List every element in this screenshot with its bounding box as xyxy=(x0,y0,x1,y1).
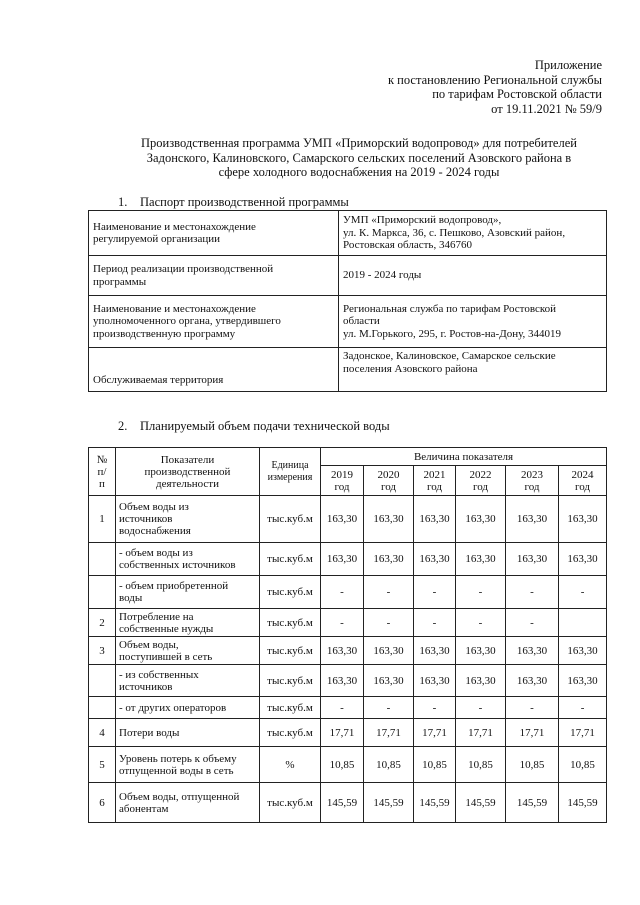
row-value: 17,71 xyxy=(506,719,559,747)
table-row xyxy=(89,256,607,296)
row-value: - xyxy=(506,697,559,719)
text-line: год xyxy=(334,480,350,493)
text-line: Потери воды xyxy=(119,726,180,739)
row-value xyxy=(559,609,607,637)
text-line: области xyxy=(343,315,380,328)
text-line: п xyxy=(99,477,105,490)
text-line: 2019 xyxy=(331,468,353,481)
row-value: 145,59 xyxy=(364,783,414,823)
appendix-line: к постановлению Региональной службы xyxy=(387,72,602,87)
header-year xyxy=(321,466,364,496)
row-value: 10,85 xyxy=(506,747,559,783)
row-unit: тыс.куб.м xyxy=(260,783,321,823)
row-value: 163,30 xyxy=(559,543,607,576)
text-line: измерения xyxy=(267,471,313,483)
row-indicator xyxy=(116,783,260,823)
row-value: 10,85 xyxy=(321,747,364,783)
text-line: водоснабжения xyxy=(119,525,191,537)
row-unit: тыс.куб.м xyxy=(260,609,321,637)
row-value: 17,71 xyxy=(364,719,414,747)
table-row xyxy=(89,576,607,609)
row-num: 1 xyxy=(89,496,116,543)
header-unit xyxy=(260,448,321,496)
row-indicator xyxy=(116,719,260,747)
passport-value xyxy=(339,348,607,392)
row-value: 163,30 xyxy=(321,496,364,543)
row-num xyxy=(89,697,116,719)
text-line: год xyxy=(380,480,397,493)
row-value: - xyxy=(364,576,414,609)
text-line: Задонское, Калиновское, Самарское сельские xyxy=(343,350,556,362)
text-line: год xyxy=(472,480,489,493)
text-line: абонентам xyxy=(119,802,169,815)
table-row xyxy=(89,348,607,392)
row-unit: тыс.куб.м xyxy=(260,697,321,719)
table-row xyxy=(89,747,607,783)
row-num: 3 xyxy=(89,637,116,665)
row-value: 163,30 xyxy=(456,637,506,665)
row-num xyxy=(89,665,116,697)
row-value: 163,30 xyxy=(506,496,559,543)
text-line: деятельности xyxy=(156,477,219,490)
table-row xyxy=(89,719,607,747)
row-value: - xyxy=(321,576,364,609)
row-num xyxy=(89,543,116,576)
row-value: 163,30 xyxy=(506,637,559,665)
text-line: 2023 xyxy=(521,468,543,481)
text-line: 2024 xyxy=(571,468,594,481)
row-indicator xyxy=(116,747,260,783)
row-value: 163,30 xyxy=(414,665,456,697)
row-value: 163,30 xyxy=(414,637,456,665)
table-row xyxy=(89,543,607,576)
text-line: год xyxy=(575,480,591,493)
row-indicator xyxy=(116,496,260,543)
row-num: 2 xyxy=(89,609,116,637)
row-value: - xyxy=(506,609,559,637)
row-value: 145,59 xyxy=(559,783,607,823)
header-year xyxy=(456,466,506,496)
text-line: Показатели xyxy=(160,453,215,466)
row-value: - xyxy=(321,609,364,637)
row-value: 17,71 xyxy=(414,719,456,747)
row-value: 145,59 xyxy=(321,783,364,823)
section-1-heading xyxy=(118,195,349,209)
row-value: - xyxy=(506,576,559,609)
document-title xyxy=(118,136,600,180)
row-value: 163,30 xyxy=(414,496,456,543)
section-2-heading xyxy=(118,419,390,433)
text-line: отпущенной воды в сеть xyxy=(119,764,234,777)
row-num: 5 xyxy=(89,747,116,783)
text-line: Объем воды, xyxy=(119,638,179,651)
text-line: - от других операторов xyxy=(119,701,227,714)
passport-table xyxy=(88,210,607,392)
row-value: - xyxy=(364,609,414,637)
row-value: 163,30 xyxy=(559,496,607,543)
row-value: 163,30 xyxy=(559,665,607,697)
row-num xyxy=(89,576,116,609)
row-indicator xyxy=(116,576,260,609)
passport-value xyxy=(339,256,607,296)
table-row xyxy=(89,637,607,665)
row-value: 163,30 xyxy=(456,665,506,697)
text-line: Единица xyxy=(271,459,309,471)
text-line: 2021 xyxy=(423,468,446,481)
row-value: - xyxy=(414,576,456,609)
row-value: 163,30 xyxy=(456,496,506,543)
text-line: - объем воды из xyxy=(119,547,193,559)
row-value: 17,71 xyxy=(456,719,506,747)
row-value: 10,85 xyxy=(364,747,414,783)
row-value: - xyxy=(456,609,506,637)
row-num: 4 xyxy=(89,719,116,747)
passport-label xyxy=(89,256,339,296)
text-line: № xyxy=(96,453,108,466)
text-line: программы xyxy=(93,275,147,288)
row-value: 163,30 xyxy=(364,665,414,697)
appendix-header xyxy=(302,58,602,116)
section-title: Планируемый объем подачи технической воды xyxy=(140,419,390,433)
appendix-line: по тарифам Ростовской области xyxy=(432,87,602,101)
header-row xyxy=(89,448,607,466)
table-row xyxy=(89,665,607,697)
header-year xyxy=(506,466,559,496)
text-line: Потребление на xyxy=(119,610,194,623)
text-line: ул. М.Горького, 295, г. Ростов-на-Дону, 344019 xyxy=(343,327,561,340)
row-indicator xyxy=(116,543,260,576)
text-line: - из собственных xyxy=(119,668,199,681)
table-row xyxy=(89,211,607,256)
row-unit: тыс.куб.м xyxy=(260,496,321,543)
table-row xyxy=(89,296,607,348)
text-line: источников xyxy=(119,680,173,693)
text-line: Наименование и местонахождение xyxy=(93,302,256,315)
water-volume-table xyxy=(88,447,607,823)
row-value: 10,85 xyxy=(456,747,506,783)
row-value: 17,71 xyxy=(559,719,607,747)
passport-label xyxy=(89,296,339,348)
row-value: - xyxy=(414,697,456,719)
text-line: поступившей в сеть xyxy=(119,650,213,663)
title-line: Производственная программа УМП «Приморский водопровод» для потребителей xyxy=(141,136,577,150)
row-value: 163,30 xyxy=(364,543,414,576)
text-line: УМП «Приморский водопровод», xyxy=(343,214,502,227)
row-value: 163,30 xyxy=(364,637,414,665)
section-number: 1. xyxy=(118,195,128,209)
text-line: Региональная служба по тарифам Ростовской xyxy=(343,302,557,315)
text-line: производственной xyxy=(144,465,231,478)
row-value: - xyxy=(456,697,506,719)
passport-label xyxy=(89,348,339,392)
row-value: - xyxy=(414,609,456,637)
table-row xyxy=(89,496,607,543)
row-indicator xyxy=(116,697,260,719)
text-line: год xyxy=(524,480,540,493)
row-value: 163,30 xyxy=(414,543,456,576)
text-line: источников xyxy=(119,513,173,525)
text-line: Обслуживаемая территория xyxy=(93,373,224,386)
text-line: регулируемой организации xyxy=(93,233,221,245)
row-value: 163,30 xyxy=(321,543,364,576)
row-unit: тыс.куб.м xyxy=(260,665,321,697)
text-line: уполномоченного органа, утвердившего xyxy=(93,315,281,328)
text-line: - объем приобретенной xyxy=(119,580,229,592)
table-row xyxy=(89,609,607,637)
text-line: ул. К. Маркса, 36, с. Пешково, Азовский район, xyxy=(343,226,566,239)
row-unit: % xyxy=(260,747,321,783)
table-row xyxy=(89,697,607,719)
row-indicator xyxy=(116,665,260,697)
text-line: Период реализации производственной xyxy=(93,263,274,275)
row-unit: тыс.куб.м xyxy=(260,637,321,665)
appendix-line: Приложение xyxy=(534,58,602,72)
row-unit: тыс.куб.м xyxy=(260,576,321,609)
header-indicator xyxy=(116,448,260,496)
text-line: п/ xyxy=(97,465,107,478)
row-value: 163,30 xyxy=(364,496,414,543)
row-value: 163,30 xyxy=(559,637,607,665)
row-indicator xyxy=(116,637,260,665)
text-line: 2019 - 2024 годы xyxy=(343,269,422,282)
text-line: собственных источников xyxy=(119,559,236,571)
passport-value xyxy=(339,296,607,348)
table-row xyxy=(89,783,607,823)
row-value: 10,85 xyxy=(414,747,456,783)
text-line: поселения Азовского района xyxy=(343,362,478,375)
text-line: 2022 xyxy=(469,468,492,481)
title-line: сфере холодного водоснабжения на 2019 - 2024 годы xyxy=(218,165,500,179)
text-line: Объем воды из xyxy=(119,501,189,513)
title-line: Задонского, Калиновского, Самарского сельских поселений Азовского района в xyxy=(146,150,572,165)
row-value: 145,59 xyxy=(506,783,559,823)
row-value: 163,30 xyxy=(321,637,364,665)
row-unit: тыс.куб.м xyxy=(260,543,321,576)
row-value: 17,71 xyxy=(321,719,364,747)
text-line: год xyxy=(426,480,443,493)
row-value: 10,85 xyxy=(559,747,607,783)
header-group: Величина показателя xyxy=(321,448,607,466)
text-line: воды xyxy=(119,592,143,604)
header-num xyxy=(89,448,116,496)
text-line: производственную программу xyxy=(93,327,236,340)
row-value: - xyxy=(364,697,414,719)
row-value: - xyxy=(321,697,364,719)
row-value: - xyxy=(456,576,506,609)
header-year xyxy=(559,466,607,496)
text-line: Наименование и местонахождение xyxy=(93,220,256,233)
row-value: 145,59 xyxy=(456,783,506,823)
row-value: 163,30 xyxy=(321,665,364,697)
row-value: 145,59 xyxy=(414,783,456,823)
section-title: Паспорт производственной программы xyxy=(140,195,349,209)
row-value: 163,30 xyxy=(506,665,559,697)
text-line: Объем воды, отпущенной xyxy=(119,790,240,803)
row-indicator xyxy=(116,609,260,637)
section-number: 2. xyxy=(118,419,128,433)
row-value: 163,30 xyxy=(456,543,506,576)
row-value: - xyxy=(559,697,607,719)
header-year xyxy=(414,466,456,496)
text-line: Уровень потерь к объему xyxy=(119,752,237,765)
row-value: 163,30 xyxy=(506,543,559,576)
appendix-line: от 19.11.2021 № 59/9 xyxy=(491,101,602,116)
header-year xyxy=(364,466,414,496)
text-line: 2020 xyxy=(377,468,400,481)
passport-label xyxy=(89,211,339,256)
passport-value xyxy=(339,211,607,256)
text-line: Ростовская область, 346760 xyxy=(343,239,472,252)
row-unit: тыс.куб.м xyxy=(260,719,321,747)
text-line: собственные нужды xyxy=(119,622,214,635)
row-value: - xyxy=(559,576,607,609)
row-num: 6 xyxy=(89,783,116,823)
